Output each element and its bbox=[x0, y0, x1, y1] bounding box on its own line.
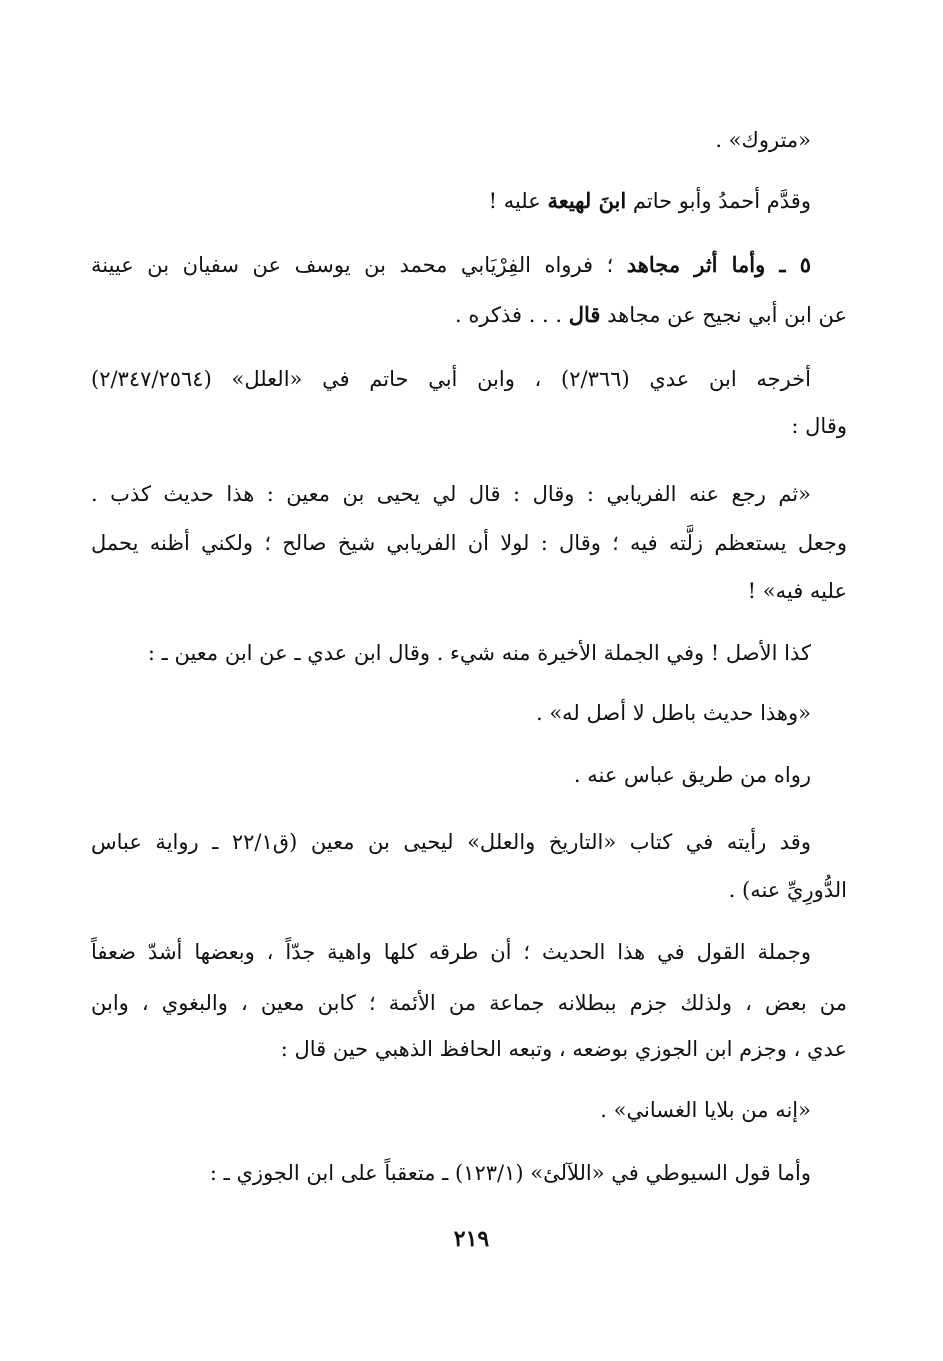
text-segment: من بعض ، ولذلك جزم ببطلانه جماعة من الأئمة ؛ كابن معين ، والبغوي ، وابن bbox=[91, 991, 847, 1015]
text-segment: وجعل يستعظم زلَّته فيه ؛ وقال : لولا أن الفريابي شيخ صالح ؛ ولكني أظنه يحمل bbox=[91, 531, 847, 555]
text-quote-matruk: «متروك» . bbox=[715, 128, 811, 152]
page-number: ٢١٩ bbox=[453, 1226, 490, 1252]
text-line-1 bbox=[91, 123, 811, 157]
text-line-8 bbox=[91, 526, 847, 560]
text-segment: وقال : bbox=[791, 414, 847, 438]
text-line-12 bbox=[91, 758, 811, 792]
text-line-7 bbox=[91, 477, 811, 511]
text-segment: عدي ، وجزم ابن الجوزي بوضعه ، وتبعه الحافظ الذهبي حين قال : bbox=[280, 1037, 847, 1061]
text-line-18 bbox=[91, 1093, 811, 1127]
text-segment: رواه من طريق عباس عنه . bbox=[573, 763, 811, 787]
text-segment: الدُّورِيِّ عنه) . bbox=[728, 878, 847, 902]
text-line-10 bbox=[91, 636, 811, 670]
text-line-11 bbox=[91, 696, 811, 730]
text-line-9 bbox=[91, 574, 847, 608]
text-segment: «ثم رجع عنه الفريابي : وقال : قال لي يحيى بن معين : هذا حديث كذب . bbox=[91, 482, 811, 506]
text-segment: عليه فيه» ! bbox=[747, 579, 847, 603]
text-line-3 bbox=[91, 248, 811, 282]
text-segment: وقدَّم أحمدُ وأبو حاتم bbox=[626, 189, 811, 213]
text-line-6 bbox=[91, 409, 847, 443]
text-segment: «وهذا حديث باطل لا أصل له» . bbox=[535, 701, 811, 725]
text-bold-qala: قال bbox=[568, 302, 601, 327]
text-segment: وقد رأيته في كتاب «التاريخ والعلل» ليحيى بن معين (ق٢٢/١ ـ رواية عباس bbox=[91, 830, 811, 854]
text-segment: وأما قول السيوطي في «اللآلئ» (١٢٣/١) ـ متعقباً على ابن الجوزي ـ : bbox=[209, 1161, 811, 1185]
text-segment: . . . فذكره . bbox=[455, 303, 569, 327]
text-line-5 bbox=[91, 362, 811, 396]
text-segment: كذا الأصل ! وفي الجملة الأخيرة منه شيء . وقال ابن عدي ـ عن ابن معين ـ : bbox=[147, 641, 811, 665]
text-segment: ؛ فرواه الفِرْيَابي محمد بن يوسف عن سفيان بن عيينة bbox=[91, 253, 627, 277]
text-segment: «إنه من بلايا الغساني» . bbox=[600, 1098, 811, 1122]
text-bold-ibn-lahia: ابنَ لهيعة bbox=[547, 188, 627, 213]
text-line-4 bbox=[91, 298, 847, 332]
text-line-19 bbox=[91, 1156, 811, 1190]
section-heading-mujahid: ٥ ـ وأما أثر مجاهد bbox=[626, 252, 811, 277]
text-line-17 bbox=[91, 1032, 847, 1066]
text-line-16 bbox=[91, 986, 847, 1020]
text-segment: عليه ! bbox=[488, 189, 548, 213]
text-line-2 bbox=[91, 184, 811, 218]
text-segment: عن ابن أبي نجيح عن مجاهد bbox=[600, 303, 847, 327]
text-line-14 bbox=[91, 873, 847, 907]
text-segment: وجملة القول في هذا الحديث ؛ أن طرقه كلها واهية جدّاً ، وبعضها أشدّ ضعفاً bbox=[91, 940, 811, 964]
text-line-15 bbox=[91, 935, 811, 969]
text-segment: أخرجه ابن عدي (٢/٣٦٦) ، وابن أبي حاتم في «العلل» (٢/٣٤٧/٢٥٦٤) bbox=[91, 367, 811, 391]
text-line-13 bbox=[91, 825, 811, 859]
